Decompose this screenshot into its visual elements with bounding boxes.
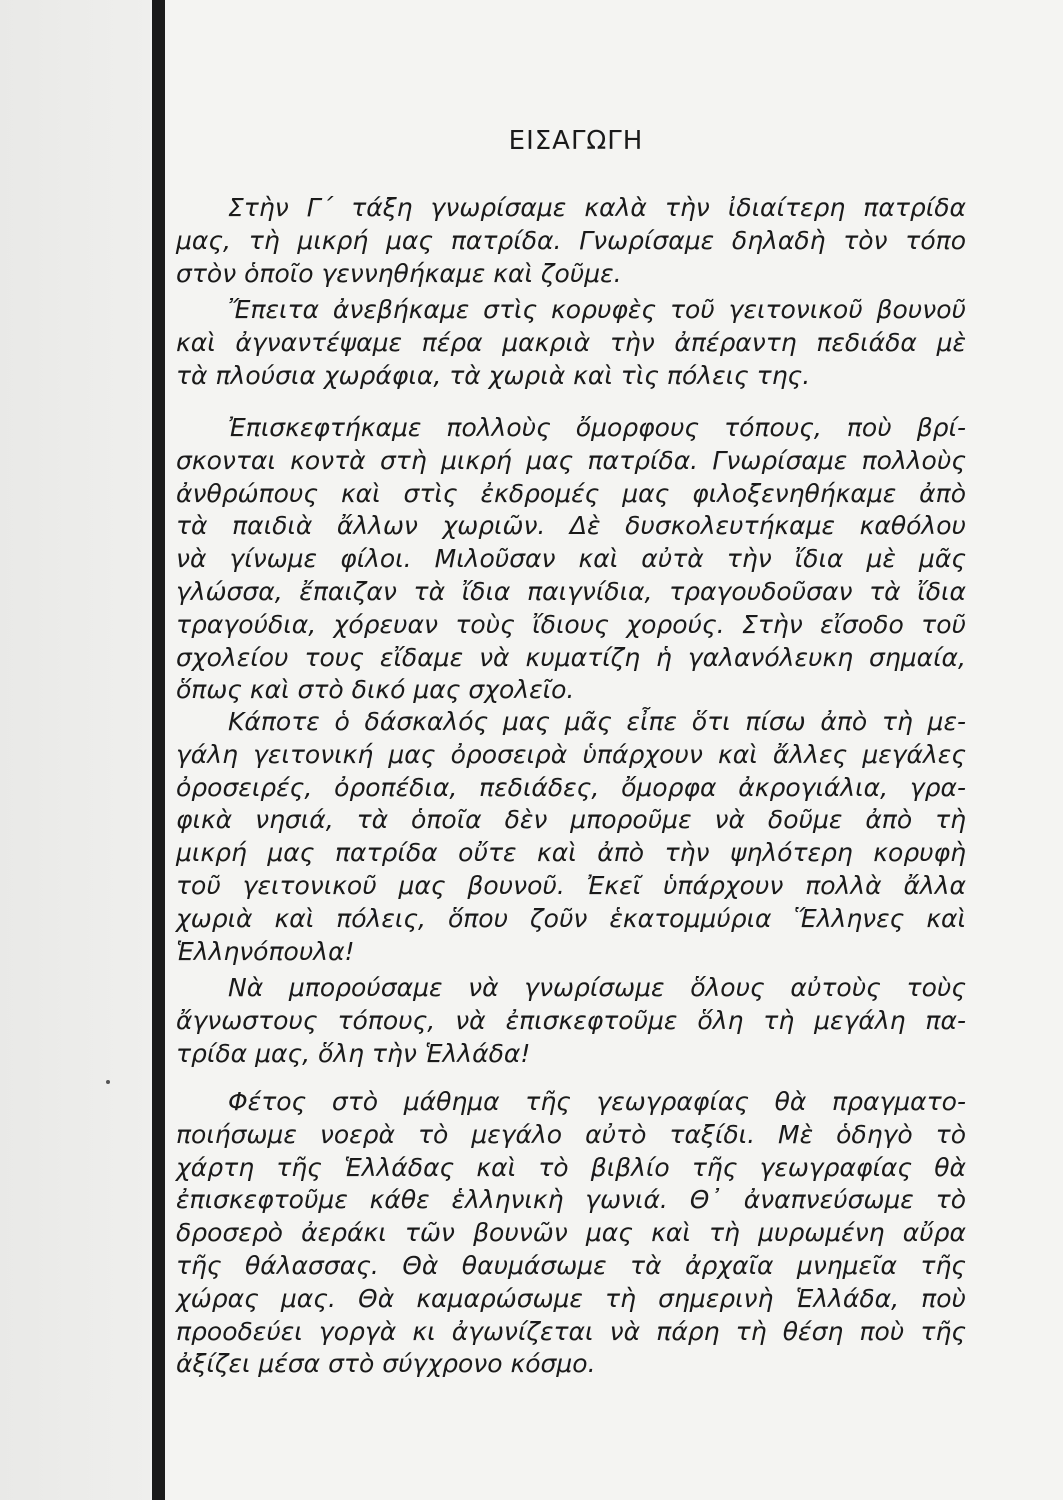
scan-speck <box>106 1080 110 1084</box>
text-line: σχολείου τους εἴδαμε νὰ κυματίζη ἡ γαλανόλευκη σημαία, <box>176 642 966 672</box>
text-line: Ἐπισκεφτήκαμε πολλοὺς ὄμορφους τόπους, ποὺ βρί- <box>228 413 966 442</box>
text-line: Κάποτε ὁ δάσκαλός μας μᾶς εἶπε ὅτι πίσω ἀπὸ τὴ με- <box>228 707 966 736</box>
text-line: Ἑλληνόπουλα! <box>176 936 355 966</box>
text-line: ὀροσειρές, ὀροπέδια, πεδιάδες, ὄμορφα ἀκρογιάλια, γρα- <box>176 772 966 802</box>
text-line: τοῦ γειτονικοῦ μας βουνοῦ. Ἐκεῖ ὑπάρχουν πολλὰ ἄλλα <box>176 870 966 900</box>
paragraph-2 <box>176 294 966 392</box>
text-line: Ἔπειτα ἀνεβήκαμε στὶς κορυφὲς τοῦ γειτονικοῦ βουνοῦ <box>228 295 966 324</box>
text-line: νὰ γίνωμε φίλοι. Μιλοῦσαν καὶ αὐτὰ τὴν ἴδια μὲ μᾶς <box>176 544 966 574</box>
text-line: ἀξίζει μέσα στὸ σύγχρονο κόσμο. <box>176 1349 596 1379</box>
text-line: τρίδα μας, ὅλη τὴν Ἑλλάδα! <box>176 1038 531 1068</box>
text-line: χάρτη τῆς Ἑλλάδας καὶ τὸ βιβλίο τῆς γεωγραφίας θὰ <box>176 1152 966 1182</box>
text-line: καὶ ἀγναντέψαμε πέρα μακριὰ τὴν ἀπέραντη πεδιάδα μὲ <box>176 327 966 357</box>
text-line: ἀνθρώπους καὶ στὶς ἐκδρομές μας φιλοξενηθήκαμε ἀπὸ <box>176 478 966 508</box>
text-line: χωριὰ καὶ πόλεις, ὅπου ζοῦν ἑκατομμύρια Ἕλληνες καὶ <box>176 903 966 933</box>
paragraph-3 <box>176 412 966 707</box>
paragraph-4 <box>176 706 966 968</box>
text-line: στὸν ὁποῖο γεννηθήκαμε καὶ ζοῦμε. <box>176 258 622 288</box>
text-line: σκονται κοντὰ στὴ μικρή μας πατρίδα. Γνωρίσαμε πολλοὺς <box>176 445 966 475</box>
text-line: ὅπως καὶ στὸ δικό μας σχολεῖο. <box>176 675 575 705</box>
text-line: ποιήσωμε νοερὰ τὸ μεγάλο αὐτὸ ταξίδι. Μὲ ὁδηγὸ τὸ <box>176 1119 966 1149</box>
text-line: μικρή μας πατρίδα οὔτε καὶ ἀπὸ τὴν ψηλότερη κορυφὴ <box>176 838 966 868</box>
paragraph-5 <box>176 972 966 1070</box>
text-line: φικὰ νησιά, τὰ ὁποῖα δὲν μποροῦμε νὰ δοῦμε ἀπὸ τὴ <box>176 805 966 835</box>
paragraph-1 <box>176 192 966 290</box>
document-page <box>176 0 976 1500</box>
text-line: τὰ πλούσια χωράφια, τὰ χωριὰ καὶ τὶς πόλεις της. <box>176 360 811 390</box>
text-line: γάλη γειτονική μας ὀροσειρὰ ὑπάρχουν καὶ ἄλλες μεγάλες <box>176 739 966 769</box>
text-line: Νὰ μπορούσαμε νὰ γνωρίσωμε ὅλους αὐτοὺς τοὺς <box>228 973 966 1002</box>
text-line: γλώσσα, ἔπαιζαν τὰ ἴδια παιγνίδια, τραγουδοῦσαν τὰ ἴδια <box>176 576 966 606</box>
paragraph-6 <box>176 1086 966 1381</box>
book-spine-bar <box>152 0 165 1500</box>
text-line: μας, τὴ μικρή μας πατρίδα. Γνωρίσαμε δηλαδὴ τὸν τόπο <box>176 225 966 255</box>
text-line: τὰ παιδιὰ ἄλλων χωριῶν. Δὲ δυσκολευτήκαμε καθόλου <box>176 511 966 541</box>
text-line: ἄγνωστους τόπους, νὰ ἐπισκεφτοῦμε ὅλη τὴ μεγάλη πα- <box>176 1005 966 1035</box>
text-line: χώρας μας. Θὰ καμαρώσωμε τὴ σημερινὴ Ἑλλάδα, ποὺ <box>176 1283 966 1313</box>
text-line: προοδεύει γοργὰ κι ἀγωνίζεται νὰ πάρη τὴ θέση ποὺ τῆς <box>176 1316 966 1346</box>
text-line: τῆς θάλασσας. Θὰ θαυμάσωμε τὰ ἀρχαῖα μνημεῖα τῆς <box>176 1250 966 1280</box>
text-line: Στὴν Γ΄ τάξη γνωρίσαμε καλὰ τὴν ἰδιαίτερη πατρίδα <box>228 193 966 222</box>
text-line: Φέτος στὸ μάθημα τῆς γεωγραφίας θὰ πραγματο- <box>228 1087 966 1116</box>
page-gutter <box>0 0 150 1500</box>
text-line: δροσερὸ ἀεράκι τῶν βουνῶν μας καὶ τὴ μυρωμένη αὔρα <box>176 1218 966 1248</box>
text-line: τραγούδια, χόρευαν τοὺς ἴδιους χορούς. Στὴν εἴσοδο τοῦ <box>176 609 966 639</box>
text-line: ἐπισκεφτοῦμε κάθε ἑλληνικὴ γωνιά. Θ᾽ ἀναπνεύσωμε τὸ <box>176 1185 966 1215</box>
page-title: ΕΙΣΑΓΩΓΗ <box>508 126 644 156</box>
